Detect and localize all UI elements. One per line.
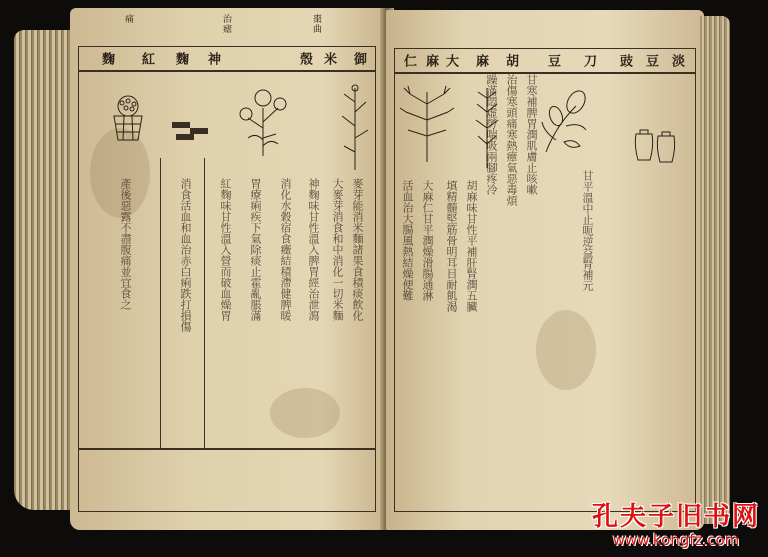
text-column: 麥芽能消米麵諸果食積痰飲化 <box>351 178 364 321</box>
text-column: 躁滿悶虛勞喘吸兩腳疼冷 <box>485 74 498 195</box>
heading-char: 豆 <box>643 54 658 68</box>
heading-char: 豆 <box>545 54 560 68</box>
text-column: 治傷寒頭痛寒熱瘴氣惡毒煩 <box>505 74 518 206</box>
text-column: 胡麻味甘性平補肝腎潤五臟 <box>465 180 478 312</box>
heading-char: 胡 <box>503 54 518 68</box>
poppy-plant-illustration <box>238 78 288 158</box>
right-page-stack <box>700 16 730 524</box>
text-column: 產後惡露不盡腹痛並宜食之 <box>119 178 132 310</box>
top-note: 痛 <box>123 14 133 24</box>
text-column: 消食活血和血治赤白痢跌打損傷 <box>179 178 192 332</box>
text-column: 紅麴味甘性溫入營而破血燥胃 <box>219 178 232 321</box>
left-page-stack <box>14 30 74 510</box>
heading-char: 麻 <box>423 54 438 68</box>
heading-char: 大 <box>443 54 458 68</box>
text-column: 活血治大腸風熱結燥便難 <box>401 180 414 301</box>
hemp-plant-illustration <box>400 84 454 164</box>
heading-char: 刀 <box>581 54 596 68</box>
heading-char: 紅 <box>139 52 154 66</box>
text-column: 神麴味甘性溫入脾胃經治泄瀉 <box>307 178 320 321</box>
heading-char: 淡 <box>669 54 684 68</box>
text-column: 填精髓堅筋骨明耳目耐飢渴 <box>445 180 458 312</box>
watermark <box>592 503 760 549</box>
left-page <box>70 8 386 530</box>
heading-char: 米 <box>321 52 336 66</box>
heading-char: 御 <box>351 52 366 66</box>
text-column: 胃療痢疾下氣除痰止霍亂脹滿 <box>249 178 262 321</box>
top-note: 治瘧 <box>221 14 231 34</box>
sword-bean-illustration <box>536 86 592 156</box>
heading-char: 麴 <box>173 52 188 66</box>
grain-basket-illustration <box>108 94 148 144</box>
watermark-name: 孔夫子旧书网 <box>591 502 760 532</box>
yeast-cake-illustration <box>170 120 212 144</box>
heading-char: 麴 <box>99 52 114 66</box>
heading-char: 麻 <box>473 54 488 68</box>
heading-char: 豉 <box>617 54 632 68</box>
text-column: 消化水穀宿食癥結積滯健脾暖 <box>279 178 292 321</box>
right-page <box>386 10 704 530</box>
text-column: 大麥芽消食和中消化一切米麵 <box>331 178 344 321</box>
text-column: 甘平溫中止呃逆益腎補元 <box>581 170 594 291</box>
heading-char: 仁 <box>401 54 416 68</box>
text-column: 大麻仁甘平潤燥滑腸通淋 <box>421 180 434 301</box>
heading-char: 神 <box>205 52 220 66</box>
text-column: 甘寒補脾胃潤肌膚止咳嗽 <box>525 74 538 195</box>
herb-stalk-illustration <box>338 82 372 172</box>
jars-illustration <box>632 126 678 166</box>
watermark-url: www.kongfz.com <box>612 531 740 549</box>
top-note: 棗曲 <box>311 14 321 34</box>
heading-char: 殼 <box>297 52 312 66</box>
